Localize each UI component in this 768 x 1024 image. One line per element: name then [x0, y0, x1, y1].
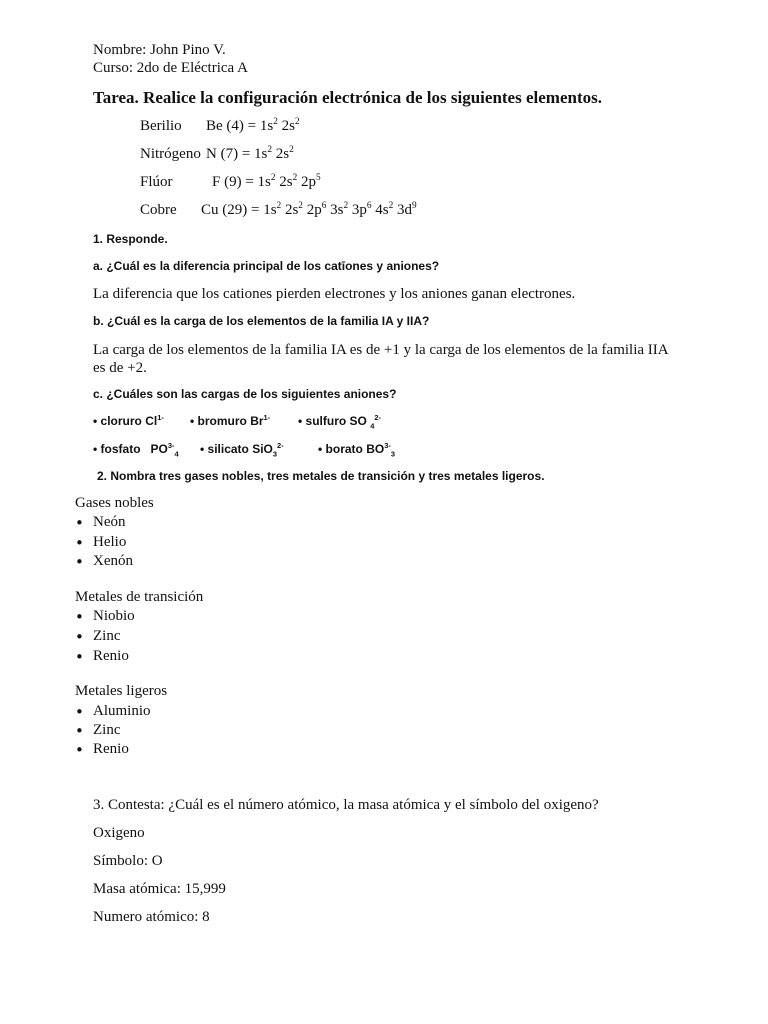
list-item: • Niobio [75, 608, 135, 626]
q1-heading: 1. Responde. [93, 232, 168, 246]
element-name: Flúor [140, 174, 173, 190]
bullet-icon: • [75, 648, 84, 666]
bullet-icon: • [75, 628, 84, 646]
group-title: Gases nobles [75, 495, 154, 511]
bullet-icon: • [75, 741, 84, 759]
assignment-title: Tarea. Realice la configuración electrónica de los siguientes elementos. [93, 88, 602, 107]
q3-element: Oxigeno [93, 825, 145, 841]
bullet-icon: • [75, 534, 84, 552]
anion-item: • sulfuro SO $_4^{2-}$ [298, 413, 381, 431]
bullet-icon: • [75, 514, 84, 532]
bullet-icon: • [75, 553, 84, 571]
list-item: • Helio [75, 534, 127, 552]
group-title: Metales ligeros [75, 683, 168, 699]
list-item: • Renio [75, 741, 129, 759]
q1a-question: a. ¿Cuál es la diferencia principal de los catīones y aniones? [93, 259, 440, 273]
group-title: Metales de transición [75, 589, 204, 605]
list-item: • Zinc [75, 722, 121, 740]
q2-heading: 2. Nombra tres gases nobles, tres metales de transición y tres metales ligeros. [97, 469, 545, 483]
q1a-answer: La diferencia que los cationes pierden electrones y los aniones ganan electrones. [93, 286, 576, 302]
element-formula: Cu $(29) = 1s^2$ $2s^2$ $2p^6$ $3s^2$ $3p^6$ $4s^2$ $3d^9$ [201, 201, 417, 218]
q3-question: 3. Contesta: ¿Cuál es el número atómico, la masa atómica y el símbolo del oxigeno? [93, 797, 599, 813]
list-item: • Renio [75, 648, 129, 666]
element-name: Berilio [140, 118, 182, 134]
element-formula: Be $(4) = 1s^2$ $2s^2$ [206, 117, 300, 134]
list-item: • Neón [75, 514, 126, 532]
bullet-icon: • [75, 722, 84, 740]
bullet-icon: • [75, 608, 84, 626]
q3-mass: Masa atómica: 15,999 [93, 881, 226, 897]
anion-item: • cloruro $Cl^{1-}$ [93, 413, 164, 428]
bullet-icon: • [75, 703, 84, 721]
q1b-question: b. ¿Cuál es la carga de los elementos de la familia IA y IIA? [93, 314, 430, 328]
anion-item: • bromuro $Br^{1-}$ [190, 413, 271, 428]
element-formula: N $(7) = 1s^2$ $2s^2$ [206, 145, 294, 162]
student-course: Curso: 2do de Eléctrica A [93, 60, 248, 76]
q1b-answer: La carga de los elementos de la familia IA es de +1 y la carga de los elementos de la familia IIA es de +2. [93, 342, 668, 376]
list-item: • Zinc [75, 628, 121, 646]
student-name: Nombre: John Pino V. [93, 42, 226, 58]
element-formula: F $(9) = 1s^2$ $2s^2$ $2p^5$ [212, 173, 321, 190]
q3-number: Numero atómico: 8 [93, 909, 210, 925]
anion-item: • borato $BO^{3-}_3$ [318, 441, 395, 459]
element-name: Nitrógeno [140, 146, 201, 162]
q3-symbol: Símbolo: O [93, 853, 163, 869]
list-item: • Aluminio [75, 703, 151, 721]
list-item: • Xenón [75, 553, 133, 571]
anion-item: • silicato SiO$_3^{2-}$ [200, 441, 284, 459]
element-name: Cobre [140, 202, 177, 218]
q1c-question: c. ¿Cuáles son las cargas de los siguientes aniones? [93, 387, 397, 401]
anion-item: • fosfato $PO^{3-}_4$ [93, 441, 179, 459]
